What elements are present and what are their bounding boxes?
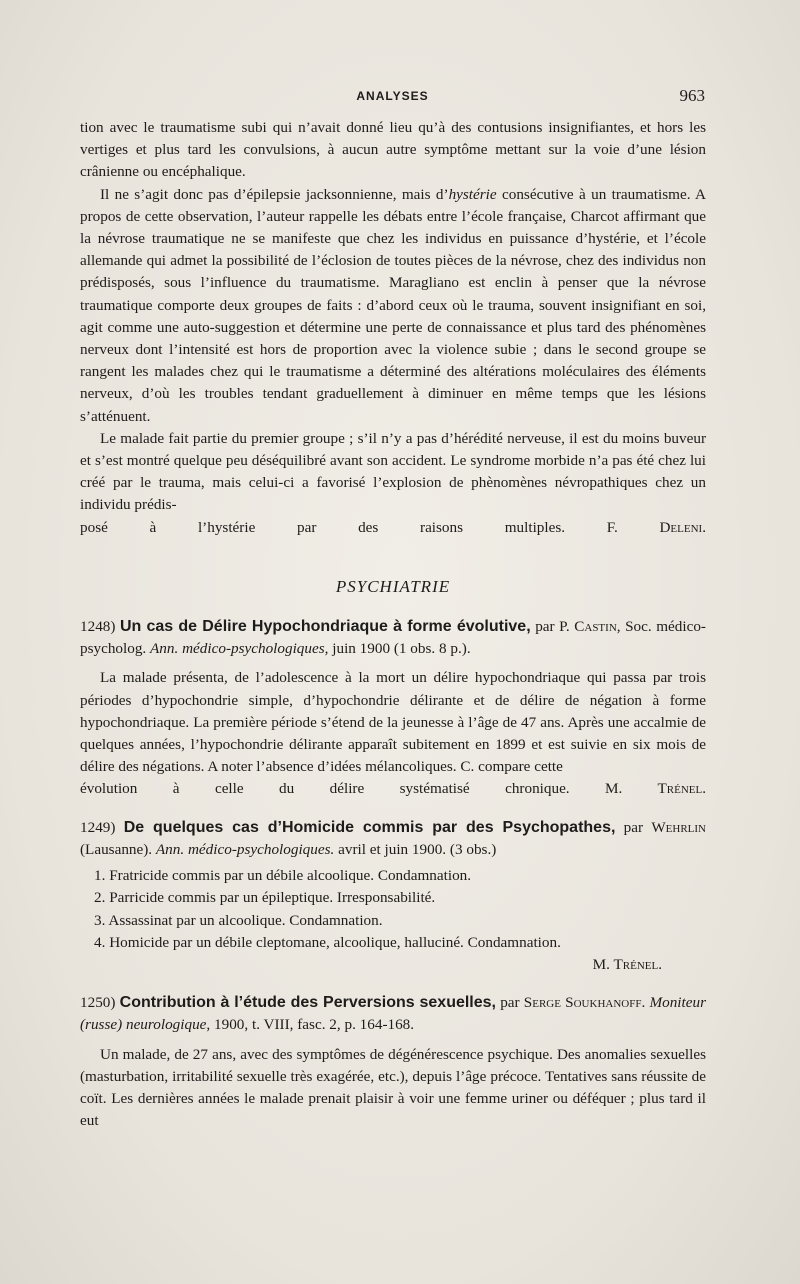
by-word: par — [496, 994, 520, 1012]
paragraph-conclusion: Le malade fait partie du premier groupe ; s’il n’y a pas d’hérédité nerveuse, il est du moins buveur et s’est montré quelque peu déséquilibré avant son accident. Le syndrome morbide n’a pas été chez lui créé par le trauma, mais celui-ci a favorisé l’explosion de phènomènes névropathiques chez un individu prédis- — [80, 429, 706, 514]
entry-1248 — [80, 616, 706, 801]
running-header — [80, 86, 705, 108]
source-text: (Lausanne). — [80, 840, 156, 858]
entry-body: Un malade, de 27 ans, avec des symptômes de dégénérescence psychique. Des anomalies sexuelles (masturbation, irritabilité sexuelle très exagérée, etc.), depuis l’âge précoce. Tentatives sans réussite de coït. Les dernières années le malade prenait plaisir à voir une femme uriner ou déféquer ; plus tard il eut — [80, 1045, 706, 1130]
source-text: . — [641, 994, 650, 1012]
list-item: 4. Homicide par un débile cleptomane, alcoolique, halluciné. Condamnation. — [94, 933, 561, 951]
entry-body: La malade présenta, de l’adolescence à la mort un délire hypochondriaque qui passa par trois périodes d’hypochondrie simple, d’hypochondrie délirante et de délire de négation à forme hypochondriaque. La première période s’étend de la jeunesse à l’âge de 47 ans. Après une accalmie de quelques années, l’hypochondrie délirante apparaît subitement en 1899 et est suivie en six mois de délire des négations. A noter l’absence d’idées mélancoliques. C. compare cette — [80, 669, 706, 776]
source-details: , 1900, t. VIII, fasc. 2, p. 164-168. — [206, 1016, 415, 1034]
emphasis-hysterie: hystérie — [448, 185, 497, 203]
page-number: 963 — [679, 86, 705, 105]
entry-author: Wehrlin — [651, 818, 706, 836]
paragraph-hysteria — [80, 184, 706, 428]
entry-title: Un cas de Délire Hypochondriaque à forme évolutive, — [119, 618, 531, 636]
running-title: ANALYSES — [356, 89, 429, 103]
list-item: 3. Assassinat par un alcoolique. Condamnation. — [94, 911, 383, 929]
text-run: Il ne s’agit donc pas d’épilepsie jacksonnienne, mais d’ — [100, 185, 449, 203]
entry-title: Contribution à l’étude des Perversions sexuelles, — [119, 994, 496, 1012]
source-details: avril et juin 1900. (3 obs.) — [334, 840, 497, 858]
source-details: , juin 1900 (1 obs. 8 p.). — [324, 640, 471, 658]
by-word: par — [615, 818, 644, 836]
paragraph-continuation: tion avec le traumatisme subi qui n’avait donné lieu qu’à des contusions insignifiantes, et hors les vertiges et plus tard les convulsions, à aucun autre symptôme mettant sur la voie d’une lésion crânienne ou encéphalique. — [80, 119, 706, 181]
list-item: 2. Parricide commis par un épileptique. Irresponsabilité. — [94, 889, 436, 907]
by-word: par — [530, 618, 555, 636]
entry-title: De quelques cas d’Homicide commis par des Psychopathes, — [123, 818, 616, 836]
entry-number: 1248) — [80, 618, 116, 636]
reviewer-signature: M. Trénel. — [605, 780, 706, 798]
entry-heading — [80, 992, 706, 1036]
source-journal: Ann. médico-psychologiques. — [155, 840, 335, 858]
spacer — [80, 660, 706, 667]
case-list — [94, 865, 706, 954]
paragraph-conclusion-last-line — [80, 517, 706, 539]
entry-1250 — [80, 992, 706, 1132]
entry-heading — [80, 616, 706, 660]
list-item: 1. Fratricide commis par un débile alcoolique. Condamnation. — [94, 867, 472, 885]
entry-body-last-line — [80, 778, 706, 800]
source-journal: Moniteur (russe) neurologique — [80, 994, 706, 1034]
entry-number: 1249) — [80, 818, 116, 836]
author-signature: F. Deleni. — [606, 518, 706, 536]
text-run: consécutive à un traumatisme. A propos de cette observation, l’auteur rappelle les débats entre l’école française, Charcot affirmant que la névrose traumatique ne se manifeste que chez les individus en puissance d’hystérie, et l’école allemande qui admet la possibilité de l’éclosion de toutes pièces de la névrose, chez des individus non prédisposés, sous l’influence du traumatisme. Maragliano est enclin à penser que la névrose traumatique comporte deux groupes de faits : d’abord ceux où le trauma, souvent insignifiant en soi, agit comme une auto-suggestion et détermine une perte de connaissance et plus tard des phénomènes nerveux dont l’intensité est hors de proportion avec la violence subie ; dans le second groupe se rangent les malades chez qui le traumatisme a déterminé des altérations moléculaires des éléments nerveux, d’où les troubles tendant graduellement à diminuer en même temps que les lésions s’atténuent. — [80, 185, 706, 425]
section-title: PSYCHIATRIE — [335, 576, 451, 596]
text-run: posé à l’hystérie par des raisons multiples. — [80, 518, 566, 536]
entry-number: 1250) — [80, 994, 116, 1012]
source-text: , Soc. médico-psycholog. — [80, 618, 706, 658]
spacer — [80, 1037, 706, 1044]
entry-author: Serge Soukhanoff — [523, 994, 642, 1012]
text-run: évolution à celle du délire systématisé chronique. — [80, 780, 570, 798]
page-body — [80, 117, 706, 1132]
source-journal: Ann. médico-psychologiques — [150, 640, 325, 658]
entry-1249 — [80, 817, 706, 976]
entry-heading — [80, 817, 706, 861]
reviewer-signature: M. Trénel. — [592, 955, 662, 973]
entry-author: P. Castin — [559, 618, 617, 636]
